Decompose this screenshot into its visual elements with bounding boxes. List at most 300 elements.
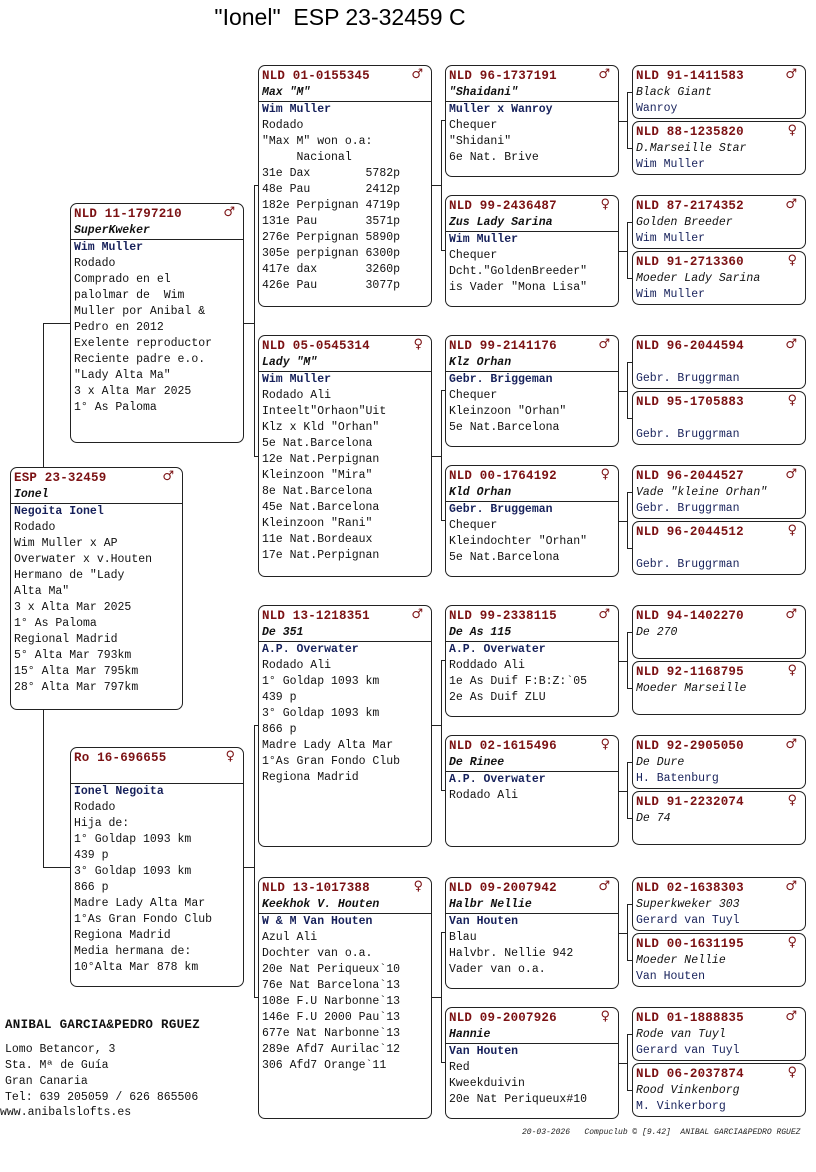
card-header: [446, 736, 618, 755]
info-line: 48e Pau 2412p: [262, 183, 401, 196]
info-line: Kleindochter "Orhan": [449, 535, 588, 548]
info-line: Regiona Madrid: [262, 771, 359, 784]
bird-name: [71, 767, 243, 783]
info-line: 28° Alta Mar 797km: [14, 681, 139, 694]
card-header: [633, 662, 805, 681]
ring-number: Ro 16-696655: [74, 751, 167, 765]
male-icon: ♂: [598, 337, 610, 352]
breeder-name: W & M Van Houten: [262, 915, 373, 928]
female-icon: ♀: [225, 749, 235, 764]
info-line: 289e Afd7 Aurilac`12: [262, 1043, 401, 1056]
grandparent-card[interactable]: [258, 605, 432, 847]
breeder-name: Van Houten: [636, 970, 706, 983]
info-line: 1° As Paloma: [74, 401, 157, 414]
card-header: [71, 204, 243, 223]
ring-number: NLD 99-2436487: [449, 199, 557, 213]
info-line: Rodado Ali: [449, 789, 519, 802]
female-icon: ♀: [787, 793, 797, 808]
breeder-name: Gebr. Bruggrman: [636, 558, 740, 571]
connector-line: [441, 390, 445, 391]
grandparent-card[interactable]: [258, 335, 432, 577]
connector-line: [627, 762, 628, 818]
breeder-name: Negoita Ionel: [14, 505, 104, 518]
connector-line: [254, 997, 258, 998]
connector-line: [627, 688, 632, 689]
ring-number: NLD 09-2007942: [449, 881, 557, 895]
connector-line: [627, 92, 628, 148]
card-header: [259, 66, 431, 85]
connector-line: [254, 456, 258, 457]
bird-name: Rode van Tuyl: [636, 1028, 726, 1041]
bird-name: [633, 541, 805, 557]
card-header: [633, 1064, 805, 1083]
great-grandparent-card[interactable]: [445, 65, 619, 177]
bird-name: Lady "M": [262, 356, 318, 369]
info-line: 5e Nat.Barcelona: [262, 437, 373, 450]
breeder-name: Wim Muller: [74, 241, 144, 254]
info-line: Blau: [449, 931, 477, 944]
ring-number: ESP 23-32459: [14, 471, 107, 485]
ancestor-card[interactable]: [632, 877, 806, 931]
connector-line: [627, 762, 632, 763]
info-line: 439 p: [74, 849, 109, 862]
breeder-name: M. Vinkerborg: [636, 1100, 726, 1113]
bird-name: Black Giant: [636, 86, 712, 99]
info-line: Kweekduivin: [449, 1077, 525, 1090]
breeder-name: Wim Muller: [262, 373, 332, 386]
info-line: Rodado Ali: [262, 389, 332, 402]
card-header: [633, 252, 805, 271]
female-icon: ♀: [787, 935, 797, 950]
info-line: "Shidani": [449, 135, 512, 148]
connector-line: [627, 222, 628, 278]
card-header: [633, 736, 805, 755]
info-line: Hija de:: [74, 817, 130, 830]
info-line: 5° Alta Mar 793km: [14, 649, 132, 662]
info-line: 20e Nat Periqueux#10: [449, 1093, 588, 1106]
card-header: [633, 122, 805, 141]
female-icon: ♀: [600, 197, 610, 212]
info-line: 306 Afd7 Orange`11: [262, 1059, 387, 1072]
info-line: 146e F.U 2000 Pau`13: [262, 1011, 401, 1024]
info-line: 11e Nat.Bordeaux: [262, 533, 373, 546]
info-line: 3 x Alta Mar 2025: [74, 385, 192, 398]
breeder-name: Wim Muller: [262, 103, 332, 116]
owner-name: ANIBAL GARCIA&PEDRO RGUEZ: [5, 1018, 201, 1032]
info-line: Kleinzoon "Orhan": [449, 405, 567, 418]
bird-name: Vade "kleine Orhan": [636, 486, 768, 499]
bird-name: Moeder Marseille: [636, 682, 747, 695]
male-icon: ♂: [162, 469, 174, 484]
info-line: 10°Alta Mar 878 km: [74, 961, 199, 974]
ancestor-card[interactable]: [632, 65, 806, 119]
connector-line: [627, 362, 628, 418]
ring-number: NLD 96-2044594: [636, 339, 744, 353]
ring-number: NLD 11-1797210: [74, 207, 182, 221]
card-header: [259, 606, 431, 625]
ring-number: NLD 01-1888835: [636, 1011, 744, 1025]
address-line: Sta. Mª de Guía: [5, 1059, 109, 1072]
male-icon: ♂: [785, 879, 797, 894]
connector-line: [254, 185, 258, 186]
connector-line: [619, 661, 627, 662]
breeder-name: Van Houten: [449, 915, 519, 928]
breeder-name: Ionel Negoita: [74, 785, 164, 798]
breeder-name: Wim Muller: [636, 232, 706, 245]
connector-line: [627, 92, 632, 93]
info-line: Regiona Madrid: [74, 929, 171, 942]
ring-number: NLD 91-1411583: [636, 69, 744, 83]
bird-name: Kld Orhan: [449, 486, 512, 499]
card-header: [633, 792, 805, 811]
bird-name: [633, 411, 805, 427]
connector-line: [627, 362, 632, 363]
info-line: Chequer: [449, 249, 498, 262]
bird-name: Max "M": [262, 86, 311, 99]
bird-name: D.Marseille Star: [636, 142, 747, 155]
info-line: Regional Madrid: [14, 633, 118, 646]
ring-number: NLD 00-1631195: [636, 937, 744, 951]
ancestor-card[interactable]: [632, 1063, 806, 1117]
info-line: 276e Perpignan 5890p: [262, 231, 401, 244]
ring-number: NLD 02-1615496: [449, 739, 557, 753]
card-header: [633, 1008, 805, 1027]
info-line: Alta Ma": [14, 585, 70, 598]
info-line: 182e Perpignan 4719p: [262, 199, 401, 212]
bird-name: De Rinee: [449, 756, 505, 769]
bird-name: Halbr Nellie: [449, 898, 532, 911]
info-line: 439 p: [262, 691, 297, 704]
connector-line: [627, 1034, 632, 1035]
male-icon: ♂: [598, 67, 610, 82]
info-line: 417e dax 3260p: [262, 263, 401, 276]
info-line: 5e Nat.Barcelona: [449, 421, 560, 434]
breeder-name: Gebr. Bruggrman: [636, 372, 740, 385]
info-line: 1° Goldap 1093 km: [262, 675, 380, 688]
connector-line: [619, 1063, 627, 1064]
info-line: 866 p: [74, 881, 109, 894]
male-icon: ♂: [785, 337, 797, 352]
male-icon: ♂: [411, 607, 423, 622]
card-header: [259, 336, 431, 355]
breeder-name: Gebr. Bruggeman: [449, 503, 553, 516]
ancestor-card[interactable]: [632, 735, 806, 789]
ring-number: NLD 92-2905050: [636, 739, 744, 753]
female-icon: ♀: [600, 737, 610, 752]
ring-number: NLD 99-2141176: [449, 339, 557, 353]
male-icon: ♂: [785, 67, 797, 82]
connector-line: [627, 278, 632, 279]
ring-number: NLD 95-1705883: [636, 395, 744, 409]
great-grandparent-card[interactable]: [445, 735, 619, 847]
male-icon: ♂: [598, 879, 610, 894]
bird-name: SuperKweker: [74, 224, 150, 237]
website-link[interactable]: www.anibalslofts.es: [0, 1106, 132, 1119]
bird-name: Keekhok V. Houten: [262, 898, 380, 911]
info-line: 12e Nat.Perpignan: [262, 453, 380, 466]
connector-line: [627, 492, 632, 493]
info-line: 3° Goldap 1093 km: [74, 865, 192, 878]
ring-number: NLD 94-1402270: [636, 609, 744, 623]
info-line: Azul Ali: [262, 931, 318, 944]
card-header: [633, 196, 805, 215]
info-line: Kleinzoon "Mira": [262, 469, 373, 482]
great-grandparent-card[interactable]: [445, 465, 619, 577]
card-header: [633, 522, 805, 541]
ancestor-card[interactable]: [632, 933, 806, 987]
info-line: Rodado: [262, 119, 304, 132]
connector-line: [441, 660, 445, 661]
info-line: 1° Goldap 1093 km: [74, 833, 192, 846]
info-line: Kleinzoon "Rani": [262, 517, 373, 530]
ancestor-card[interactable]: [632, 391, 806, 445]
connector-line: [441, 932, 445, 933]
info-line: 1e As Duif F:B:Z:`05: [449, 675, 588, 688]
connector-line: [627, 904, 632, 905]
connector-line: [627, 222, 632, 223]
connector-line: [619, 521, 627, 522]
card-header: [259, 878, 431, 897]
info-line: Chequer: [449, 519, 498, 532]
connector-line: [43, 323, 44, 467]
card-header: [633, 336, 805, 355]
info-line: 426e Pau 3077p: [262, 279, 401, 292]
info-line: Comprado en el: [74, 273, 171, 286]
breeder-name: Wanroy: [636, 102, 678, 115]
connector-line: [627, 418, 632, 419]
info-line: 866 p: [262, 723, 297, 736]
print-stamp: 20-03-2026 Compuclub © [9.42] ANIBAL GARCIA&PEDRO RGUEZ: [522, 1128, 801, 1137]
ancestor-card[interactable]: [632, 521, 806, 575]
bird-name: De 74: [636, 812, 671, 825]
connector-line: [254, 725, 258, 726]
info-line: 3° Goldap 1093 km: [262, 707, 380, 720]
bird-name: Moeder Nellie: [636, 954, 726, 967]
info-line: Media hermana de:: [74, 945, 192, 958]
ancestor-card[interactable]: [632, 195, 806, 249]
info-line: "Lady Alta Ma": [74, 369, 171, 382]
ring-number: NLD 87-2174352: [636, 199, 744, 213]
bird-name: De 351: [262, 626, 304, 639]
male-icon: ♂: [598, 607, 610, 622]
breeder-name: A.P. Overwater: [262, 643, 359, 656]
connector-line: [441, 390, 442, 520]
info-line: Madre Lady Alta Mar: [74, 897, 206, 910]
info-line: Chequer: [449, 389, 498, 402]
bird-name: Klz Orhan: [449, 356, 512, 369]
great-grandparent-card[interactable]: [445, 1007, 619, 1119]
info-line: Overwater x v.Houten: [14, 553, 153, 566]
ring-number: NLD 06-2037874: [636, 1067, 744, 1081]
breeder-name: Gebr. Bruggrman: [636, 502, 740, 515]
ring-number: NLD 96-1737191: [449, 69, 557, 83]
phone-line: Tel: 639 205059 / 626 865506: [5, 1091, 199, 1104]
info-line: 108e F.U Narbonne`13: [262, 995, 401, 1008]
bird-name: [633, 355, 805, 371]
info-line: 6e Nat. Brive: [449, 151, 539, 164]
info-line: Hermano de "Lady: [14, 569, 125, 582]
connector-line: [627, 492, 628, 548]
breeder-name: Wim Muller: [449, 233, 519, 246]
great-grandparent-card[interactable]: [445, 605, 619, 717]
info-line: Dcht."GoldenBreeder": [449, 265, 588, 278]
ring-number: NLD 91-2232074: [636, 795, 744, 809]
card-header: [633, 606, 805, 625]
card-header: [633, 466, 805, 485]
connector-line: [441, 1062, 445, 1063]
info-line: Red: [449, 1061, 470, 1074]
ancestor-card[interactable]: [632, 251, 806, 305]
sire-card[interactable]: [70, 203, 244, 443]
ancestor-card[interactable]: [632, 605, 806, 659]
breeder-name: Wim Muller: [636, 158, 706, 171]
ancestor-card[interactable]: [632, 121, 806, 175]
connector-line: [627, 960, 632, 961]
info-line: 5e Nat.Barcelona: [449, 551, 560, 564]
info-line: 1°As Gran Fondo Club: [262, 755, 401, 768]
great-grandparent-card[interactable]: [445, 335, 619, 447]
male-icon: ♂: [785, 467, 797, 482]
female-icon: ♀: [787, 253, 797, 268]
ancestor-card[interactable]: [632, 661, 806, 715]
bird-name: Moeder Lady Sarina: [636, 272, 761, 285]
card-header: [446, 466, 618, 485]
info-line: Wim Muller x AP: [14, 537, 118, 550]
connector-line: [627, 904, 628, 960]
card-header: [633, 934, 805, 953]
grandparent-card[interactable]: [258, 877, 432, 1119]
info-line: Roddado Ali: [449, 659, 525, 672]
info-line: 20e Nat Periqueux`10: [262, 963, 401, 976]
connector-line: [627, 1090, 632, 1091]
male-icon: ♂: [785, 197, 797, 212]
connector-line: [432, 456, 441, 457]
card-header: [71, 748, 243, 767]
ring-number: NLD 96-2044527: [636, 469, 744, 483]
subject-card[interactable]: [10, 467, 183, 710]
dam-card[interactable]: [70, 747, 244, 987]
card-header: [446, 878, 618, 897]
ancestor-card[interactable]: [632, 335, 806, 389]
info-line: Nacional: [262, 151, 352, 164]
connector-line: [627, 548, 632, 549]
connector-line: [254, 725, 255, 997]
bird-name: Superkweker 303: [636, 898, 740, 911]
bird-name: De Dure: [636, 756, 685, 769]
ring-number: NLD 00-1764192: [449, 469, 557, 483]
female-icon: ♀: [787, 523, 797, 538]
breeder-name: Gebr. Bruggrman: [636, 428, 740, 441]
ring-number: NLD 13-1017388: [262, 881, 370, 895]
card-header: [446, 1008, 618, 1027]
info-line: Vader van o.a.: [449, 963, 546, 976]
connector-line: [627, 148, 632, 149]
info-line: Pedro en 2012: [74, 321, 164, 334]
ring-number: NLD 99-2338115: [449, 609, 557, 623]
connector-line: [43, 710, 44, 868]
card-header: [446, 196, 618, 215]
male-icon: ♂: [785, 607, 797, 622]
breeder-name: Muller x Wanroy: [449, 103, 553, 116]
ancestor-card[interactable]: [632, 1007, 806, 1061]
breeder-name: Van Houten: [449, 1045, 519, 1058]
connector-line: [619, 251, 627, 252]
male-icon: ♂: [223, 205, 235, 220]
female-icon: ♀: [787, 663, 797, 678]
grandparent-card[interactable]: [258, 65, 432, 307]
female-icon: ♀: [787, 393, 797, 408]
connector-line: [619, 391, 627, 392]
connector-line: [441, 520, 445, 521]
great-grandparent-card[interactable]: [445, 877, 619, 989]
great-grandparent-card[interactable]: [445, 195, 619, 307]
connector-line: [441, 250, 445, 251]
connector-line: [432, 185, 441, 186]
info-line: 2e As Duif ZLU: [449, 691, 546, 704]
connector-line: [254, 185, 255, 457]
male-icon: ♂: [785, 737, 797, 752]
info-line: Madre Lady Alta Mar: [262, 739, 394, 752]
info-line: Rodado Ali: [262, 659, 332, 672]
info-line: Halvbr. Nellie 942: [449, 947, 574, 960]
male-icon: ♂: [785, 1009, 797, 1024]
info-line: 31e Dax 5782p: [262, 167, 401, 180]
info-line: 677e Nat Narbonne`13: [262, 1027, 401, 1040]
ring-number: NLD 13-1218351: [262, 609, 370, 623]
card-header: [446, 66, 618, 85]
bird-name: Rood Vinkenborg: [636, 1084, 740, 1097]
ancestor-card[interactable]: [632, 465, 806, 519]
connector-line: [627, 632, 632, 633]
connector-line: [627, 1034, 628, 1090]
connector-line: [619, 121, 627, 122]
connector-line: [441, 120, 445, 121]
info-line: 45e Nat.Barcelona: [262, 501, 380, 514]
connector-line: [627, 632, 628, 688]
info-line: Exelente reproductor: [74, 337, 213, 350]
ancestor-card[interactable]: [632, 791, 806, 845]
bird-name: De As 115: [449, 626, 512, 639]
ring-number: NLD 96-2044512: [636, 525, 744, 539]
ring-number: NLD 09-2007926: [449, 1011, 557, 1025]
card-header: [633, 392, 805, 411]
connector-line: [43, 867, 70, 868]
ring-number: NLD 91-2713360: [636, 255, 744, 269]
female-icon: ♀: [787, 1065, 797, 1080]
female-icon: ♀: [600, 1009, 610, 1024]
info-line: 131e Pau 3571p: [262, 215, 401, 228]
bird-name: Golden Breeder: [636, 216, 733, 229]
info-line: 1°As Gran Fondo Club: [74, 913, 213, 926]
connector-line: [441, 120, 442, 250]
info-line: Rodado: [14, 521, 56, 534]
connector-line: [432, 725, 441, 726]
info-line: 1° As Paloma: [14, 617, 97, 630]
connector-line: [619, 933, 627, 934]
card-header: [446, 336, 618, 355]
address-line: Lomo Betancor, 3: [5, 1043, 116, 1056]
female-icon: ♀: [413, 337, 423, 352]
info-line: palolmar de Wim: [74, 289, 185, 302]
female-icon: ♀: [787, 123, 797, 138]
info-line: Klz x Kld "Orhan": [262, 421, 380, 434]
breeder-name: Gerard van Tuyl: [636, 1044, 740, 1057]
breeder-name: Gerard van Tuyl: [636, 914, 740, 927]
info-line: Chequer: [449, 119, 498, 132]
info-line: Dochter van o.a.: [262, 947, 373, 960]
bird-name: Hannie: [449, 1028, 491, 1041]
info-line: 17e Nat.Perpignan: [262, 549, 380, 562]
